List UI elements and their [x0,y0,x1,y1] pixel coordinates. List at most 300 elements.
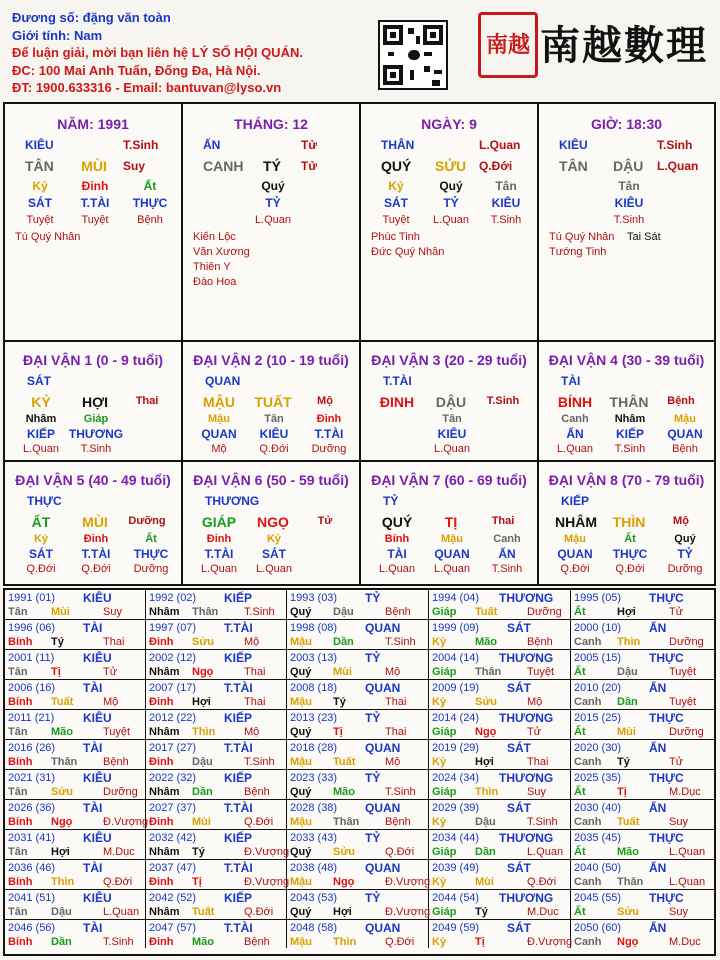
year-branch: Ngọ [51,816,73,828]
year-stem: Kỷ [432,876,447,888]
year-stem: Mậu [290,696,312,708]
year-stage: T.Sinh [244,606,275,618]
year-label: 2049 (59) [432,922,480,934]
hidden-stem: Ất [143,179,157,193]
dai-van-hidden-col [121,412,181,457]
year-label: 2020 (30) [574,742,622,754]
year-ten-god: TÀI [83,921,103,935]
dai-van-hidden-stem [477,412,537,427]
year-branch: Dậu [617,666,638,678]
year-stem: Đinh [149,816,174,828]
year-branch: Thân [475,666,502,678]
year-stem: Kỷ [432,816,447,828]
year-label: 2030 (40) [574,802,622,814]
year-ten-god: KIÊU [83,591,112,605]
hidden-stem-col [544,178,604,229]
year-stem: Tân [8,666,28,678]
dai-van-hidden-god: ẤN [566,427,584,441]
year-stem: Giáp [432,906,457,918]
year-cell [571,860,714,890]
stem-stage: T.Sinh [123,138,159,152]
year-stem: Giáp [432,606,457,618]
branch-stage: Tử [301,159,318,173]
dai-van-cell [361,462,539,584]
year-stage: Mộ [103,696,119,708]
year-ten-god: KIÊU [83,651,112,665]
hidden-stage [544,212,604,229]
dai-van-hidden-stem: Mậu [564,533,586,545]
year-ten-god: T.TÀI [224,741,253,755]
year-ten-god: ẤN [649,681,667,695]
dai-van-hidden-col [477,412,537,457]
dai-van-branch: DẬU [435,394,467,410]
dai-van-hidden-stem: Mậu [441,533,463,545]
year-stage: Bệnh [244,936,270,948]
year-branch: Tị [475,936,485,948]
dai-van-hidden-god: QUAN [557,547,593,561]
star-note: Kiến Lộc [193,231,236,243]
year-cell [287,830,429,860]
dai-van-hidden-god: KIẾP [26,427,55,441]
brand-title: 南越數理 [540,22,708,69]
annual-table [3,588,716,956]
year-branch: Ngọ [333,876,355,888]
year-label: 2045 (55) [574,892,622,904]
year-stem: Quý [290,606,312,618]
year-cell [146,920,287,948]
year-label: 2024 (34) [432,772,480,784]
dai-van-title: ĐẠI VẬN 6 (50 - 59 tuổi) [193,472,349,488]
year-stem: Kỷ [432,696,447,708]
dai-van-stem: NHÂM [555,514,597,530]
year-label: 2022 (32) [149,772,197,784]
year-stem: Nhâm [149,726,180,738]
year-stem: Đinh [149,696,174,708]
year-cell [287,920,429,948]
ten-god-stem: KIÊU [25,138,54,152]
year-ten-god: THỰC [649,591,684,605]
year-stem: Ất [574,666,586,678]
year-stage: Q.Đới [244,906,274,918]
year-cell [429,620,571,650]
year-stage: Đ.Vượng [527,936,573,948]
dai-van-hidden-stem: Nhâm [25,413,57,425]
dai-van-stem: ẤT [31,514,51,530]
star-notes [371,230,444,260]
year-stem: Canh [574,876,602,888]
year-label: 2042 (52) [149,892,197,904]
year-cell [571,620,714,650]
year-stem: Ất [574,846,586,858]
year-ten-god: KIÊU [83,771,112,785]
year-stem: Đinh [149,876,174,888]
hidden-stem: Đinh [81,179,109,193]
dai-van-hidden-stem: Kỷ [266,533,282,545]
dai-van-stage: Mộ [673,515,689,527]
dai-van-hidden-col [367,532,427,577]
year-cell [5,860,146,890]
dai-van-title: ĐẠI VẬN 3 (20 - 29 tuổi) [371,352,527,368]
year-ten-god: THỰC [649,771,684,785]
hidden-stem [544,178,604,195]
year-label: 2004 (14) [432,652,480,664]
year-label: 2044 (54) [432,892,480,904]
dai-van-stage: Mộ [317,395,333,407]
year-branch: Tuất [192,906,215,918]
year-branch: Tý [475,906,488,918]
dai-van-hidden-stage: L.Quan [200,563,238,575]
year-stage: Tuyệt [669,666,697,678]
hidden-ten-god: THỰC [132,196,168,210]
year-ten-god: THỰC [649,831,684,845]
dai-van-stage: Dưỡng [128,515,166,527]
year-cell [146,740,287,770]
year-stage: Bệnh [244,786,270,798]
year-label: 2000 (10) [574,622,622,634]
hidden-stem-col [476,178,536,229]
address: ĐC: 100 Mai Anh Tuấn, Đống Đa, Hà Nội. [12,62,261,78]
hidden-stage: Tuyệt [26,214,54,226]
star-note: Đức Quý Nhân [371,246,445,258]
hidden-stem: Kỷ [388,179,404,193]
year-cell [5,620,146,650]
year-branch: Tý [51,636,64,648]
dai-van-hidden-col [121,532,181,577]
year-stem: Bính [8,816,33,828]
year-stage: Tử [669,606,684,618]
hidden-ten-god [188,195,248,212]
dai-van-hidden-god: QUAN [667,427,703,441]
star-note: Tai Sát [627,231,661,243]
year-branch: Tị [192,876,202,888]
year-label: 2012 (22) [149,712,197,724]
year-ten-god: TỶ [365,711,381,725]
dai-van-title: ĐẠI VẬN 7 (60 - 69 tuổi) [371,472,527,488]
year-label: 1991 (01) [8,592,56,604]
year-ten-god: SÁT [507,741,531,755]
year-ten-god: THỰC [649,651,684,665]
year-stem: Bính [8,756,33,768]
earthly-branch: MÙI [81,158,107,174]
dai-van-hidden-god [367,427,427,442]
earthly-branch: DẬU [613,158,644,174]
year-cell [429,830,571,860]
year-branch: Thìn [51,876,75,888]
chart-grid [3,102,716,586]
hidden-stem: Tân [495,179,517,193]
year-stage: L.Quan [527,846,564,858]
dai-van-title: ĐẠI VẬN 4 (30 - 39 tuổi) [548,352,705,368]
year-branch: Sửu [51,786,74,798]
year-stage: Q.Đới [244,816,274,828]
year-cell [5,830,146,860]
pillar-title: NGÀY: 9 [421,116,477,132]
hidden-ten-god [298,195,358,212]
year-ten-god: KIÊU [83,711,112,725]
dai-van-god: QUAN [205,374,241,388]
pillar-title: NĂM: 1991 [57,116,129,132]
year-branch: Sửu [475,696,498,708]
dai-van-branch: MÙI [82,514,108,530]
dai-van-hidden-stage [477,442,537,457]
pillar-cell [361,104,539,342]
hidden-stem: Tân [618,179,640,193]
dai-van-hidden-stage: Bệnh [672,443,698,455]
year-stage: Bệnh [385,816,411,828]
year-cell [287,890,429,920]
year-label: 2031 (41) [8,832,56,844]
hidden-stem: Quý [439,179,463,193]
hidden-stem-col [10,178,70,229]
year-stage: Đ.Vượng [244,846,290,858]
year-cell [146,590,287,620]
dai-van-hidden-god: SÁT [29,547,53,561]
year-branch: Thân [333,816,360,828]
year-ten-god: TỶ [365,891,381,905]
year-branch: Mùi [475,876,494,888]
star-notes [15,230,80,245]
year-ten-god: QUAN [365,921,401,935]
hidden-stem [188,178,248,195]
year-ten-god: QUAN [365,681,401,695]
year-branch: Hợi [617,606,636,618]
year-cell [287,680,429,710]
dai-van-branch: HỢI [82,394,108,410]
year-cell [5,740,146,770]
year-branch: Tuất [617,816,640,828]
heavenly-stem: TÂN [559,158,588,174]
year-stem: Kỷ [432,636,447,648]
dai-van-hidden-stage: Q.Đới [615,563,645,575]
year-stem: Đinh [149,756,174,768]
hidden-ten-god [654,195,714,212]
year-cell [146,860,290,890]
dai-van-hidden-stem: Mậu [208,413,230,425]
year-branch: Mão [475,636,497,648]
dai-van-hidden-col [66,532,126,577]
year-label: 2005 (15) [574,652,622,664]
hidden-ten-god [544,195,604,212]
year-stem: Bính [8,876,33,888]
year-branch: Dần [617,696,638,708]
year-branch: Thân [51,756,78,768]
dai-van-hidden-stem [299,532,359,547]
year-label: 2038 (48) [290,862,338,874]
year-stage: Dưỡng [103,786,138,798]
year-branch: Dần [51,936,72,948]
year-stage: M.Dục [669,786,701,798]
year-branch: Hợi [51,846,70,858]
dai-van-hidden-col [66,412,126,457]
year-ten-god: THƯƠNG [499,711,554,725]
star-notes [193,230,250,290]
year-ten-god: KIẾP [224,711,253,725]
branch-stage: Q.Đới [479,159,513,173]
year-branch: Mùi [333,666,352,678]
pillar-title: THÁNG: 12 [234,116,308,132]
year-branch: Tị [51,666,61,678]
year-label: 2001 (11) [8,652,55,664]
year-stage: M.Dục [669,936,701,948]
year-stage: Suy [669,906,688,918]
year-label: 2041 (51) [8,892,56,904]
year-stage: Mộ [385,666,401,678]
year-stem: Mậu [290,936,312,948]
year-stem: Mậu [290,816,312,828]
year-cell [5,800,149,830]
dai-van-hidden-stem: Đinh [83,533,109,545]
year-branch: Sửu [192,636,215,648]
year-cell [571,890,714,920]
dai-van-hidden-stage: T.Sinh [491,563,523,575]
dai-van-hidden-stem: Giáp [83,413,109,425]
year-label: 2037 (47) [149,862,197,874]
ten-god-stem: ẤN [203,138,221,152]
year-label: 2032 (42) [149,832,197,844]
dai-van-stem: GIÁP [201,514,237,530]
dai-van-hidden-col [189,412,249,457]
year-branch: Thìn [333,936,357,948]
year-label: 2007 (17) [149,682,197,694]
year-stage: Mộ [244,726,260,738]
year-ten-god: KIẾP [224,831,253,845]
dai-van-hidden-god: ẤN [498,547,516,561]
year-cell [5,590,146,620]
dai-van-hidden-god: KIÊU [437,427,467,441]
year-stage: Bệnh [103,756,129,768]
year-stem: Ất [574,606,586,618]
year-cell [429,590,571,620]
year-cell [571,710,714,740]
year-branch: Mùi [617,726,636,738]
dai-van-hidden-col [545,532,605,577]
year-label: 2016 (26) [8,742,56,754]
year-ten-god: ẤN [649,801,667,815]
year-branch: Tuất [475,606,498,618]
year-cell [287,860,429,890]
year-label: 2013 (23) [290,712,338,724]
year-cell [5,920,146,948]
stem-stage: Tử [301,138,318,152]
dai-van-hidden-stage: Dưỡng [311,443,347,455]
year-stem: Quý [290,846,312,858]
year-label: 2043 (53) [290,892,338,904]
year-ten-god: ẤN [649,621,667,635]
year-label: 2015 (25) [574,712,622,724]
dai-van-hidden-god: THỰC [612,547,648,561]
star-notes [549,230,709,260]
year-stage: Mộ [244,636,260,648]
dai-van-hidden-god: KIẾP [615,427,644,441]
dai-van-hidden-god: KIÊU [259,427,289,441]
year-ten-god: T.TÀI [224,921,253,935]
year-cell [5,770,146,800]
dai-van-hidden-stem: Tân [442,413,462,425]
year-label: 2048 (58) [290,922,338,934]
year-branch: Dần [192,786,213,798]
year-branch: Dậu [192,756,213,768]
dai-van-cell [539,342,714,462]
dai-van-hidden-stem: Canh [561,413,589,425]
year-stem: Quý [290,906,312,918]
year-stem: Nhâm [149,606,180,618]
dai-van-stage: Bệnh [667,395,695,407]
year-stem: Ất [574,786,586,798]
year-label: 2019 (29) [432,742,480,754]
phone-email[interactable]: ĐT: 1900.633316 - Email: bantuvan@lyso.vn [12,80,282,95]
year-stem: Ất [574,906,586,918]
dai-van-branch: THÌN [612,514,646,530]
pillar-title: GIỜ: 18:30 [590,116,663,132]
year-label: 2035 (45) [574,832,622,844]
year-stem: Canh [574,756,602,768]
year-label: 2027 (37) [149,802,197,814]
year-branch: Hợi [475,756,494,768]
dai-van-hidden-god [477,427,537,442]
year-stem: Tân [8,846,28,858]
dai-van-title: ĐẠI VẬN 5 (40 - 49 tuổi) [15,472,171,488]
year-label: 2009 (19) [432,682,480,694]
year-ten-god: QUAN [365,861,401,875]
hidden-ten-god: KIÊU [491,196,521,210]
dai-van-hidden-col [299,532,359,577]
year-stage: Đ.Vượng [103,816,149,828]
year-label: 2008 (18) [290,682,338,694]
dai-van-hidden-stage: Q.Đới [560,563,590,575]
dai-van-god: SÁT [27,374,51,388]
year-cell [146,830,290,860]
year-branch: Tuất [333,756,356,768]
dai-van-hidden-col [600,532,660,577]
year-cell [5,890,146,920]
year-label: 2047 (57) [149,922,197,934]
dai-van-cell [183,342,361,462]
year-label: 2003 (13) [290,652,338,664]
dai-van-hidden-stage: L.Quan [22,443,60,455]
seal-stamp [478,12,538,78]
year-ten-god: SÁT [507,681,531,695]
dai-van-title: ĐẠI VẬN 8 (70 - 79 tuổi) [548,472,705,488]
qr-code-icon [378,20,448,90]
year-stem: Nhâm [149,666,180,678]
year-ten-god: ẤN [649,861,667,875]
hidden-stem-col [421,178,481,229]
year-cell [287,740,429,770]
hidden-stage: Tuyệt [81,214,109,226]
dai-van-hidden-stem: Đinh [206,533,232,545]
year-ten-god: THƯƠNG [499,651,554,665]
year-stem: Giáp [432,786,457,798]
year-branch: Hợi [333,906,352,918]
dai-van-god: KIẾP [561,494,590,508]
year-stage: Bệnh [527,636,553,648]
hidden-stem: Quý [261,179,285,193]
year-cell [287,650,429,680]
year-ten-god: T.TÀI [224,621,253,635]
dai-van-hidden-god: THƯƠNG [68,427,124,441]
dai-van-god: TỶ [383,494,399,508]
year-label: 2010 (20) [574,682,622,694]
hidden-stem-col [298,178,358,229]
hidden-stage [298,212,358,229]
year-branch: Dậu [51,906,72,918]
year-stage: Đ.Vượng [244,876,290,888]
year-stage: Thai [527,756,549,768]
dai-van-hidden-col [655,412,714,457]
dai-van-hidden-stem: Canh [493,533,521,545]
year-cell [429,890,571,920]
year-stage: Dưỡng [527,606,562,618]
